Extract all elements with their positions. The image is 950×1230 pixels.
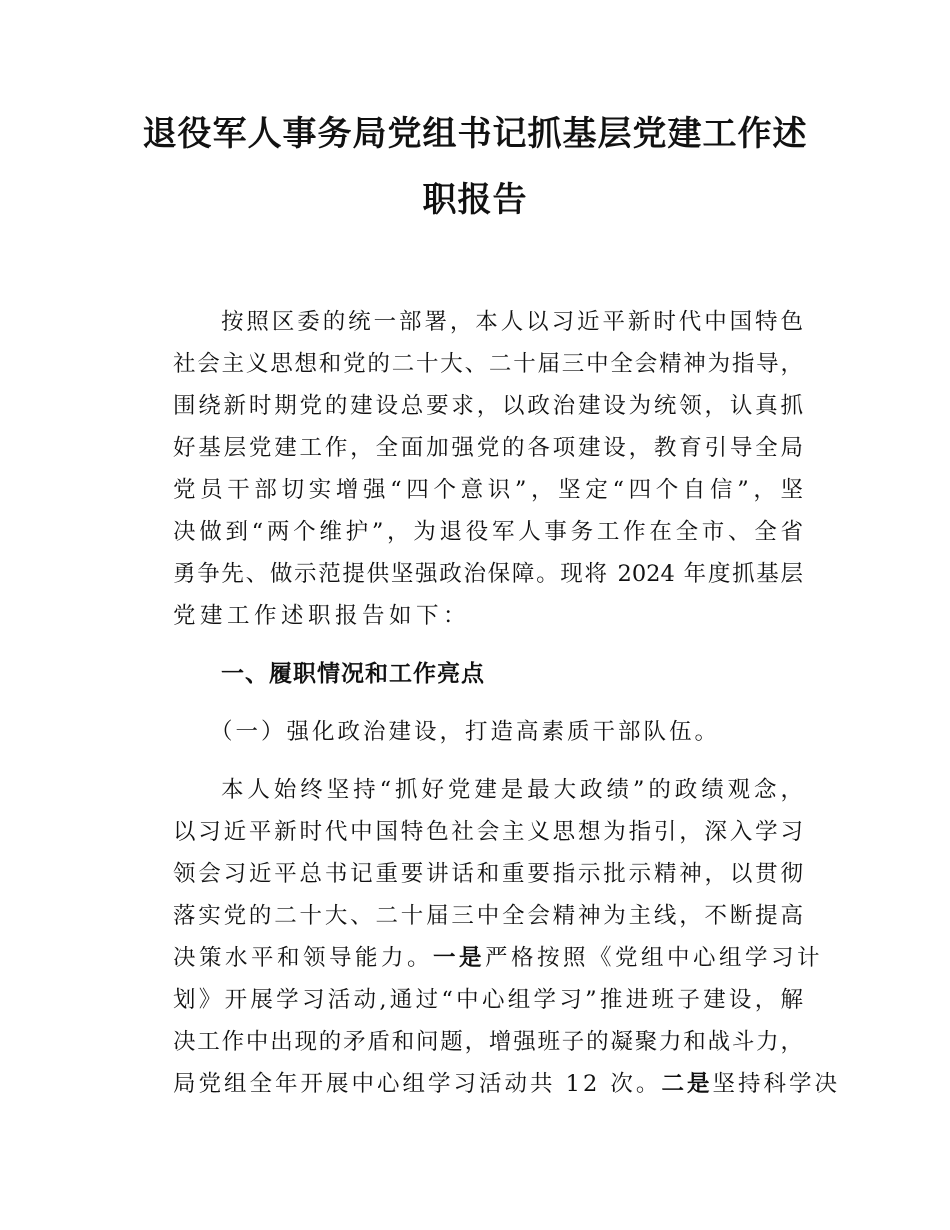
document-title bbox=[120, 101, 830, 233]
emphasis-marker: 一是 bbox=[433, 945, 486, 971]
body-text: 坚持科学决 bbox=[712, 1071, 840, 1097]
body-line bbox=[173, 1069, 840, 1099]
body-line: 决工作中出现的矛盾和问题，增强班子的凝聚力和战斗力， bbox=[173, 1029, 803, 1055]
intro-line: 围绕新时期党的建设总要求，以政治建设为统领，认真抓 bbox=[173, 393, 803, 419]
title-line-1: 退役军人事务局党组书记抓基层党建工作述 bbox=[142, 114, 808, 154]
intro-line: 按照区委的统一部署，本人以习近平新时代中国特色 bbox=[221, 309, 803, 335]
body-text: 局党组全年开展中心组学习活动共 12 次。 bbox=[173, 1071, 662, 1097]
intro-line: 社会主义思想和党的二十大、二十届三中全会精神为指导， bbox=[173, 351, 803, 377]
intro-line: 党建工作述职报告如下： bbox=[173, 603, 471, 629]
section-heading: 一、履职情况和工作亮点 bbox=[221, 661, 485, 687]
body-text: 严格按照《党组中心组学习计 bbox=[485, 945, 824, 971]
body-text: 决策水平和领导能力。 bbox=[173, 945, 434, 971]
body-line: 本人始终坚持“抓好党建是最大政绩”的政绩观念， bbox=[221, 777, 803, 803]
subsection-heading: （一）强化政治建设，打造高素质干部队伍。 bbox=[210, 719, 721, 745]
intro-line: 决做到“两个维护”，为退役军人事务工作在全市、全省 bbox=[173, 519, 803, 545]
intro-line: 党员干部切实增强“四个意识”，坚定“四个自信”，坚 bbox=[173, 477, 803, 503]
body-line bbox=[173, 943, 823, 973]
emphasis-marker: 二是 bbox=[661, 1071, 713, 1097]
body-line: 领会习近平总书记重要讲话和重要指示批示精神，以贯彻 bbox=[173, 861, 803, 887]
body-line: 划》开展学习活动,通过“中心组学习”推进班子建设，解 bbox=[173, 987, 803, 1013]
intro-line: 好基层党建工作，全面加强党的各项建设，教育引导全局 bbox=[173, 435, 803, 461]
body-line: 落实党的二十大、二十届三中全会精神为主线，不断提高 bbox=[173, 903, 803, 929]
body-line: 以习近平新时代中国特色社会主义思想为指引，深入学习 bbox=[173, 819, 803, 845]
title-line-2: 职报告 bbox=[422, 180, 528, 220]
intro-line: 勇争先、做示范提供坚强政治保障。现将 2024 年度抓基层 bbox=[173, 561, 803, 587]
